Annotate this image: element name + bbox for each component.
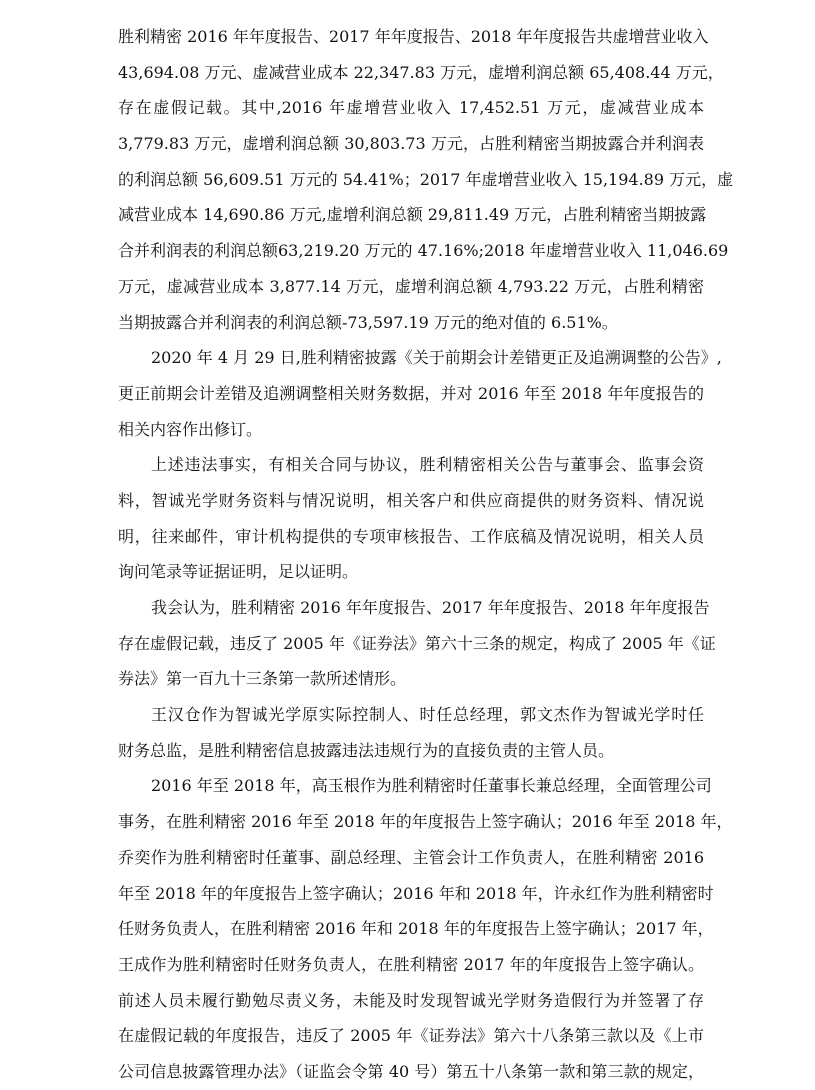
text-line: 的利润总额 56,609.51 万元的 54.41%；2017 年虚增营业收入 15,194.89 万元，虚 [118,169,734,189]
text-line: 3,779.83 万元，虚增利润总额 30,803.73 万元，占胜利精密当期披露合并利润表 [118,134,704,154]
text-line: 合并利润表的利润总额63,219.20 万元的 47.16%;2018 年虚增营业收入 11,046.69 [118,241,729,261]
text-line: 财务总监，是胜利精密信息披露违法违规行为的直接负责的主管人员。 [118,740,615,760]
text-line: 万元，虚减营业成本 3,877.14 万元，虚增利润总额 4,793.22 万元，占胜利精密 [118,276,704,296]
text-line: 43,694.08 万元、虚减营业成本 22,347.83 万元，虚增利润总额 65,408.44 万元， [118,62,724,82]
text-line: 王汉仓作为智诚光学原实际控制人、时任总经理，郭文杰作为智诚光学时任 [151,705,704,725]
text-line: 当期披露合并利润表的利润总额-73,597.19 万元的绝对值的 6.51%。 [118,312,618,332]
paragraph-commission-finding [118,590,716,697]
paragraph-false-disclosure-amounts [118,19,734,340]
text-line: 胜利精密 2016 年年度报告、2017 年年度报告、2018 年年度报告共虚增营业收入 [118,27,709,46]
text-line: 更正前期会计差错及追溯调整相关财务数据，并对 2016 年至 2018 年年度报告的 [118,383,704,403]
text-line: 2020 年 4 月 29 日,胜利精密披露《关于前期会计差错更正及追溯调整的公告》, [151,348,722,368]
text-line: 减营业成本 14,690.86 万元,虚增利润总额 29,811.49 万元，占胜利精密当期披露 [118,205,707,225]
text-line: 存在虚假记载，违反了 2005 年《证券法》第六十三条的规定，构成了 2005 年《证 [118,633,716,653]
paragraph-responsible-persons [118,697,704,768]
document-page [118,19,734,1090]
text-line: 年至 2018 年的年度报告上签字确认；2016 年和 2018 年，许永红作为胜利精密时 [118,883,714,903]
text-line: 相关内容作出修订。 [118,419,263,439]
text-line: 2016 年至 2018 年，高玉根作为胜利精密时任董事长兼总经理，全面管理公司 [151,776,712,796]
paragraph-evidence [118,447,704,590]
text-line: 公司信息披露管理办法》（证监会令第 40 号）第五十八条第一款和第三款的规定， [118,1061,704,1081]
text-line: 存在虚假记载。其中,2016 年虚增营业收入 17,452.51 万元，虚减营业成本 [118,98,704,118]
text-line: 上述违法事实，有相关合同与协议，胜利精密相关公告与董事会、监事会资 [151,455,704,475]
text-line: 在虚假记载的年度报告，违反了 2005 年《证券法》第六十八条第三款以及《上市 [118,1026,704,1046]
text-line: 券法》第一百九十三条第一款所述情形。 [118,669,407,689]
text-line: 事务，在胜利精密 2016 年至 2018 年的年度报告上签字确认；2016 年至 2018 年， [118,812,733,832]
text-line: 明，往来邮件，审计机构提供的专项审核报告、工作底稿及情况说明，相关人员 [118,526,704,546]
text-line: 料，智诚光学财务资料与情况说明，相关客户和供应商提供的财务资料、情况说 [118,490,704,510]
text-line: 我会认为，胜利精密 2016 年年度报告、2017 年年度报告、2018 年年度报告 [151,598,710,617]
paragraph-correction-announcement [118,340,722,447]
paragraph-other-responsible-persons [118,768,733,1089]
text-line: 询问笔录等证据证明，足以证明。 [118,562,359,582]
text-line: 乔奕作为胜利精密时任董事、副总经理、主管会计工作负责人，在胜利精密 2016 [118,847,704,867]
text-line: 任财务负责人，在胜利精密 2016 年和 2018 年的年度报告上签字确认；2017 年， [118,919,714,939]
text-line: 前述人员未履行勤勉尽责义务，未能及时发现智诚光学财务造假行为并签署了存 [118,990,704,1010]
text-line: 王成作为胜利精密时任财务负责人，在胜利精密 2017 年的年度报告上签字确认。 [118,954,704,974]
